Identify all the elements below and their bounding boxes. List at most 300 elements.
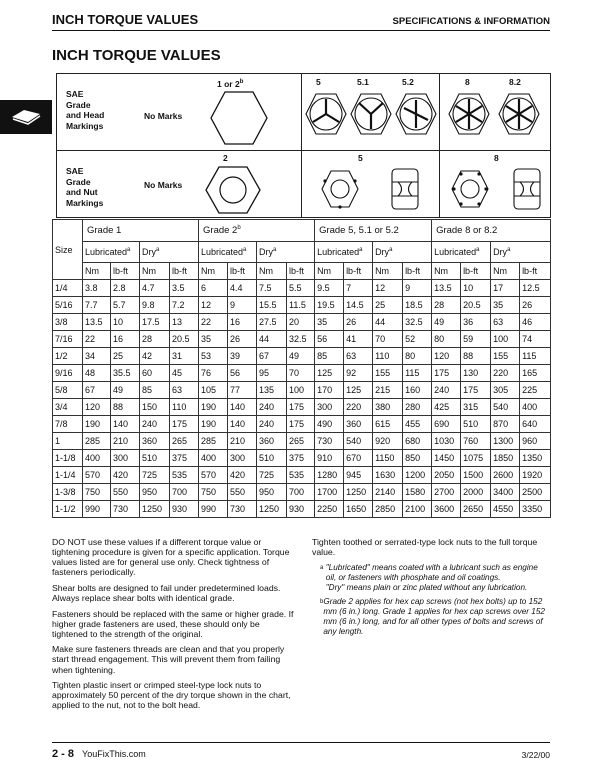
head-markings-cell	[57, 74, 302, 151]
torque-cell: 9.8	[140, 297, 170, 314]
torque-cell: 640	[520, 416, 551, 433]
torque-cell: 140	[228, 416, 257, 433]
torque-cell: 11.5	[287, 297, 315, 314]
torque-cell: 240	[257, 399, 287, 416]
torque-cell: 1450	[432, 450, 461, 467]
size-cell: 1-1/4	[53, 467, 83, 484]
torque-cell: 53	[199, 348, 228, 365]
torque-cell: 13.5	[432, 280, 461, 297]
torque-cell: 125	[344, 382, 373, 399]
note-paragraph: Tighten toothed or serrated-type lock nuts to the full torque value.	[312, 537, 538, 558]
torque-cell: 88	[461, 348, 491, 365]
table-row	[53, 331, 551, 348]
torque-cell: 2700	[432, 484, 461, 501]
torque-cell: 280	[403, 399, 432, 416]
torque-cell: 1300	[491, 433, 520, 450]
nut-grade-5-label: 5	[358, 153, 363, 163]
torque-cell: 12	[199, 297, 228, 314]
footnote-a-dry: "Dry" means plain or zinc plated without any lubrication.	[325, 582, 528, 592]
torque-cell: 300	[111, 450, 140, 467]
torque-cell: 35	[199, 331, 228, 348]
torque-cell: 730	[315, 433, 344, 450]
torque-cell: 1350	[520, 450, 551, 467]
torque-cell: 77	[228, 382, 257, 399]
torque-cell: 63	[170, 382, 199, 399]
torque-cell: 2850	[373, 501, 403, 518]
torque-cell: 510	[461, 416, 491, 433]
torque-cell: 1700	[315, 484, 344, 501]
dry-header: Dry$^a$	[491, 242, 551, 263]
grade-5-nut-cell	[302, 151, 440, 218]
footer-left	[52, 748, 146, 760]
unit-lbft: lb-ft	[228, 263, 257, 280]
torque-cell: 1030	[432, 433, 461, 450]
table-row	[53, 433, 551, 450]
torque-cell: 31	[170, 348, 199, 365]
torque-cell: 2000	[461, 484, 491, 501]
footnote-b-text: Grade 2 applies for hex cap screws (not hex bolts) up to 152 mm (6 in.) long. Grade 1 applies for hex cap screws over 152 mm (6 in.) long, and for all other types of bolts and screws of any length.	[323, 596, 545, 636]
torque-cell: 265	[170, 433, 199, 450]
size-cell: 7/8	[53, 416, 83, 433]
torque-cell: 165	[520, 365, 551, 382]
grade-8-label: 8	[465, 77, 470, 87]
size-cell: 3/4	[53, 399, 83, 416]
note-paragraph: DO NOT use these values if a different torque value or tightening procedure is given for a specific application. Torque values listed are for general use only. Check tightness of fasteners periodically.	[52, 537, 290, 578]
size-cell: 9/16	[53, 365, 83, 382]
table-row	[53, 450, 551, 467]
torque-cell: 305	[491, 382, 520, 399]
torque-cell: 5.5	[287, 280, 315, 297]
torque-cell: 20.5	[461, 297, 491, 314]
grade-5-head-icons	[305, 92, 437, 136]
torque-cell: 2140	[373, 484, 403, 501]
torque-cell: 730	[228, 501, 257, 518]
dry-header: Dry$^a$	[257, 242, 315, 263]
lubricated-header: Lubricated$^a$	[199, 242, 257, 263]
torque-cell: 930	[170, 501, 199, 518]
torque-cell: 990	[83, 501, 111, 518]
footer-date: 3/22/00	[521, 750, 550, 760]
size-cell: 5/8	[53, 382, 83, 399]
notes-left	[52, 537, 296, 716]
torque-cell: 74	[520, 331, 551, 348]
torque-cell: 80	[403, 348, 432, 365]
bolt-head-plain-icon	[210, 90, 268, 146]
torque-cell: 570	[199, 467, 228, 484]
torque-cell: 110	[373, 348, 403, 365]
torque-cell: 760	[461, 433, 491, 450]
torque-cell: 680	[403, 433, 432, 450]
torque-cell: 155	[491, 348, 520, 365]
torque-cell: 70	[287, 365, 315, 382]
torque-cell: 950	[257, 484, 287, 501]
torque-cell: 28	[140, 331, 170, 348]
torque-cell: 56	[228, 365, 257, 382]
page-header	[52, 12, 550, 27]
unit-nm: Nm	[199, 263, 228, 280]
no-marks-nut-label: No Marks	[144, 180, 183, 190]
grade-5-label: 5	[316, 77, 321, 87]
torque-cell: 41	[344, 331, 373, 348]
torque-cell: 25	[111, 348, 140, 365]
torque-cell: 225	[520, 382, 551, 399]
torque-cell: 155	[373, 365, 403, 382]
torque-cell: 6	[199, 280, 228, 297]
torque-cell: 28	[432, 297, 461, 314]
torque-cell: 44	[257, 331, 287, 348]
torque-cell: 34	[83, 348, 111, 365]
torque-cell: 175	[287, 416, 315, 433]
torque-cell: 42	[140, 348, 170, 365]
head-markings-label: SAE Grade and Head Markings	[66, 89, 105, 131]
torque-cell: 220	[491, 365, 520, 382]
torque-cell: 140	[228, 399, 257, 416]
size-cell: 7/16	[53, 331, 83, 348]
torque-cell: 17.5	[140, 314, 170, 331]
torque-cell: 540	[491, 399, 520, 416]
torque-cell: 13.5	[83, 314, 111, 331]
nut-grade-8-label: 8	[494, 153, 499, 163]
grade-2-header: Grade 2$^b$	[199, 220, 315, 242]
torque-cell: 52	[403, 331, 432, 348]
torque-cell: 7.7	[83, 297, 111, 314]
size-cell: 3/8	[53, 314, 83, 331]
torque-cell: 35	[315, 314, 344, 331]
torque-cell: 750	[83, 484, 111, 501]
table-row	[53, 348, 551, 365]
torque-cell: 105	[199, 382, 228, 399]
unit-nm: Nm	[491, 263, 520, 280]
torque-cell: 550	[111, 484, 140, 501]
torque-cell: 49	[111, 382, 140, 399]
unit-lbft: lb-ft	[344, 263, 373, 280]
torque-cell: 85	[315, 348, 344, 365]
torque-cell: 1250	[344, 484, 373, 501]
unit-nm: Nm	[373, 263, 403, 280]
torque-cell: 400	[83, 450, 111, 467]
torque-cell: 210	[228, 433, 257, 450]
torque-cell: 725	[257, 467, 287, 484]
torque-cell: 380	[373, 399, 403, 416]
torque-cell: 100	[491, 331, 520, 348]
table-row	[53, 501, 551, 518]
size-cell: 1	[53, 433, 83, 450]
section-tab	[0, 100, 52, 134]
torque-cell: 570	[83, 467, 111, 484]
grade-12-label: 1 or 2$^b$	[217, 78, 244, 89]
torque-cell: 220	[344, 399, 373, 416]
torque-cell: 535	[287, 467, 315, 484]
torque-cell: 46	[520, 314, 551, 331]
unit-nm: Nm	[315, 263, 344, 280]
torque-cell: 315	[461, 399, 491, 416]
lubricated-header: Lubricated$^a$	[432, 242, 491, 263]
torque-cell: 2.8	[111, 280, 140, 297]
torque-cell: 19.5	[315, 297, 344, 314]
torque-cell: 215	[373, 382, 403, 399]
footnote-a-lubricated: "Lubricated" means coated with a lubricant such as engine oil, or fasteners with phosphate and oil coatings.	[325, 562, 538, 582]
torque-cell: 190	[199, 399, 228, 416]
torque-cell: 615	[373, 416, 403, 433]
torque-cell: 920	[373, 433, 403, 450]
note-paragraph: Shear bolts are designed to fail under predetermined loads. Always replace shear bolts with identical grade.	[52, 582, 281, 603]
notes-right	[312, 537, 550, 641]
header-section: SPECIFICATIONS & INFORMATION	[392, 16, 550, 27]
unit-lbft: lb-ft	[403, 263, 432, 280]
size-cell: 1-1/2	[53, 501, 83, 518]
torque-cell: 175	[287, 399, 315, 416]
torque-cell: 3350	[520, 501, 551, 518]
torque-cell: 100	[287, 382, 315, 399]
torque-cell: 170	[315, 382, 344, 399]
torque-cell: 67	[83, 382, 111, 399]
torque-cell: 240	[257, 416, 287, 433]
nut-markings-cell	[57, 151, 302, 218]
torque-cell: 375	[170, 450, 199, 467]
torque-cell: 285	[83, 433, 111, 450]
torque-cell: 48	[83, 365, 111, 382]
torque-cell: 60	[140, 365, 170, 382]
torque-cell: 120	[432, 348, 461, 365]
torque-cell: 750	[199, 484, 228, 501]
torque-cell: 26	[344, 314, 373, 331]
torque-cell: 10	[461, 280, 491, 297]
torque-cell: 360	[257, 433, 287, 450]
torque-cell: 5.7	[111, 297, 140, 314]
torque-cell: 455	[403, 416, 432, 433]
torque-cell: 120	[83, 399, 111, 416]
torque-cell: 300	[315, 399, 344, 416]
torque-cell: 420	[228, 467, 257, 484]
lubricated-header: Lubricated$^a$	[83, 242, 140, 263]
torque-cell: 4550	[491, 501, 520, 518]
grade-8-nut-cell	[440, 151, 551, 218]
torque-cell: 12	[373, 280, 403, 297]
torque-cell: 1580	[403, 484, 432, 501]
torque-cell: 18.5	[403, 297, 432, 314]
nut-markings-label: SAE Grade and Nut Markings	[66, 166, 104, 208]
torque-cell: 240	[140, 416, 170, 433]
torque-cell: 850	[403, 450, 432, 467]
torque-cell: 240	[432, 382, 461, 399]
torque-cell: 14.5	[344, 297, 373, 314]
torque-cell: 160	[403, 382, 432, 399]
size-header: Size	[53, 220, 83, 280]
torque-cell: 59	[461, 331, 491, 348]
torque-cell: 3.8	[83, 280, 111, 297]
torque-cell: 490	[315, 416, 344, 433]
torque-cell: 4.4	[228, 280, 257, 297]
torque-cell: 945	[344, 467, 373, 484]
torque-cell: 175	[170, 416, 199, 433]
torque-cell: 1920	[520, 467, 551, 484]
torque-cell: 535	[170, 467, 199, 484]
torque-cell: 730	[111, 501, 140, 518]
torque-cell: 2650	[461, 501, 491, 518]
size-cell: 1/4	[53, 280, 83, 297]
lubricated-header: Lubricated$^a$	[315, 242, 373, 263]
torque-cell: 70	[373, 331, 403, 348]
size-cell: 1/2	[53, 348, 83, 365]
torque-cell: 1850	[491, 450, 520, 467]
torque-cell: 35.5	[111, 365, 140, 382]
torque-cell: 425	[432, 399, 461, 416]
torque-cell: 32.5	[287, 331, 315, 348]
header-title: INCH TORQUE VALUES	[52, 12, 199, 27]
torque-cell: 76	[199, 365, 228, 382]
torque-cell: 7	[344, 280, 373, 297]
torque-cell: 44	[373, 314, 403, 331]
torque-cell: 700	[287, 484, 315, 501]
torque-cell: 990	[199, 501, 228, 518]
torque-cell: 35	[491, 297, 520, 314]
torque-cell: 20	[287, 314, 315, 331]
torque-cell: 9.5	[315, 280, 344, 297]
unit-lbft: lb-ft	[461, 263, 491, 280]
torque-cell: 27.5	[257, 314, 287, 331]
unit-nm: Nm	[140, 263, 170, 280]
torque-cell: 1250	[140, 501, 170, 518]
torque-cell: 7.5	[257, 280, 287, 297]
torque-cell: 510	[140, 450, 170, 467]
grade-8-head-cell	[440, 74, 551, 151]
table-row	[53, 399, 551, 416]
torque-cell: 930	[287, 501, 315, 518]
torque-cell: 13	[170, 314, 199, 331]
torque-cell: 110	[170, 399, 199, 416]
torque-cell: 400	[199, 450, 228, 467]
torque-cell: 2250	[315, 501, 344, 518]
torque-cell: 85	[140, 382, 170, 399]
torque-cell: 1500	[461, 467, 491, 484]
table-row	[53, 365, 551, 382]
footer-rule	[52, 742, 550, 743]
dry-header: Dry$^a$	[140, 242, 199, 263]
torque-cell: 1150	[373, 450, 403, 467]
torque-cell: 26	[520, 297, 551, 314]
page-title: INCH TORQUE VALUES	[52, 47, 221, 64]
torque-cell: 360	[344, 416, 373, 433]
table-row	[53, 280, 551, 297]
unit-nm: Nm	[432, 263, 461, 280]
footnote-a: a "Lubricated" means coated with a lubricant such as engine oil, or fasteners with phosphate and oil coatings. "Dry" means plain or zinc plated without any lubrication.	[312, 563, 550, 593]
torque-cell: 870	[491, 416, 520, 433]
torque-cell: 49	[287, 348, 315, 365]
torque-cell: 265	[287, 433, 315, 450]
grade-52-label: 5.2	[402, 77, 414, 87]
grade-8-nut-icons	[450, 167, 546, 213]
torque-cell: 26	[228, 331, 257, 348]
torque-cell: 17	[491, 280, 520, 297]
table-row	[53, 382, 551, 399]
nut-plain-icon	[205, 165, 261, 215]
torque-cell: 175	[432, 365, 461, 382]
torque-cell: 725	[140, 467, 170, 484]
unit-nm: Nm	[83, 263, 111, 280]
torque-cell: 1200	[403, 467, 432, 484]
torque-cell: 285	[199, 433, 228, 450]
footer-site: YouFixThis.com	[82, 749, 146, 759]
torque-cell: 20.5	[170, 331, 199, 348]
nut-grade-2-label: 2	[223, 153, 228, 163]
torque-cell: 1250	[257, 501, 287, 518]
torque-cell: 95	[257, 365, 287, 382]
torque-cell: 420	[111, 467, 140, 484]
torque-cell: 1630	[373, 467, 403, 484]
grade-5-head-cell	[302, 74, 440, 151]
torque-cell: 190	[83, 416, 111, 433]
footnote-b: b Grade 2 applies for hex cap screws (not hex bolts) up to 152 mm (6 in.) long. Grade 1 applies for hex cap screws over 152 mm (6 in.) long, and for all other types of bolts and screws of any length.	[312, 597, 550, 637]
note-paragraph: Make sure fasteners threads are clean and that you properly start thread engagement. This will prevent them from failing when tightening.	[52, 644, 285, 675]
torque-cell: 125	[315, 365, 344, 382]
torque-cell: 375	[287, 450, 315, 467]
torque-cell: 7.2	[170, 297, 199, 314]
torque-cell: 2100	[403, 501, 432, 518]
torque-cell: 22	[83, 331, 111, 348]
torque-cell: 2600	[491, 467, 520, 484]
torque-cell: 210	[111, 433, 140, 450]
grade-8-head-icons	[446, 92, 546, 136]
torque-cell: 3400	[491, 484, 520, 501]
torque-cell: 400	[520, 399, 551, 416]
size-cell: 5/16	[53, 297, 83, 314]
table-row	[53, 297, 551, 314]
torque-cell: 1280	[315, 467, 344, 484]
grade-82-label: 8.2	[509, 77, 521, 87]
unit-lbft: lb-ft	[111, 263, 140, 280]
page-number: 2 - 8	[52, 748, 75, 760]
torque-cell: 3.5	[170, 280, 199, 297]
torque-cell: 45	[170, 365, 199, 382]
torque-cell: 140	[111, 416, 140, 433]
torque-cell: 49	[432, 314, 461, 331]
torque-cell: 3600	[432, 501, 461, 518]
torque-cell: 67	[257, 348, 287, 365]
torque-cell: 80	[432, 331, 461, 348]
torque-cell: 9	[228, 297, 257, 314]
table-row	[53, 416, 551, 433]
torque-cell: 960	[520, 433, 551, 450]
torque-cell: 92	[344, 365, 373, 382]
torque-cell: 540	[344, 433, 373, 450]
torque-cell: 25	[373, 297, 403, 314]
torque-cell: 63	[344, 348, 373, 365]
table-row	[53, 467, 551, 484]
torque-cell: 670	[344, 450, 373, 467]
torque-cell: 950	[140, 484, 170, 501]
torque-table	[52, 219, 551, 518]
torque-cell: 10	[111, 314, 140, 331]
marking-table	[56, 73, 551, 218]
torque-cell: 115	[520, 348, 551, 365]
torque-cell: 9	[403, 280, 432, 297]
grade-5-header: Grade 5, 5.1 or 5.2	[315, 220, 432, 242]
torque-cell: 190	[199, 416, 228, 433]
unit-lbft: lb-ft	[170, 263, 199, 280]
unit-nm: Nm	[257, 263, 287, 280]
torque-cell: 550	[228, 484, 257, 501]
table-row	[53, 484, 551, 501]
torque-cell: 510	[257, 450, 287, 467]
torque-cell: 175	[461, 382, 491, 399]
torque-cell: 135	[257, 382, 287, 399]
grade-5-nut-icons	[320, 167, 424, 213]
torque-cell: 63	[491, 314, 520, 331]
torque-cell: 690	[432, 416, 461, 433]
torque-cell: 36	[461, 314, 491, 331]
torque-cell: 16	[228, 314, 257, 331]
unit-lbft: lb-ft	[287, 263, 315, 280]
